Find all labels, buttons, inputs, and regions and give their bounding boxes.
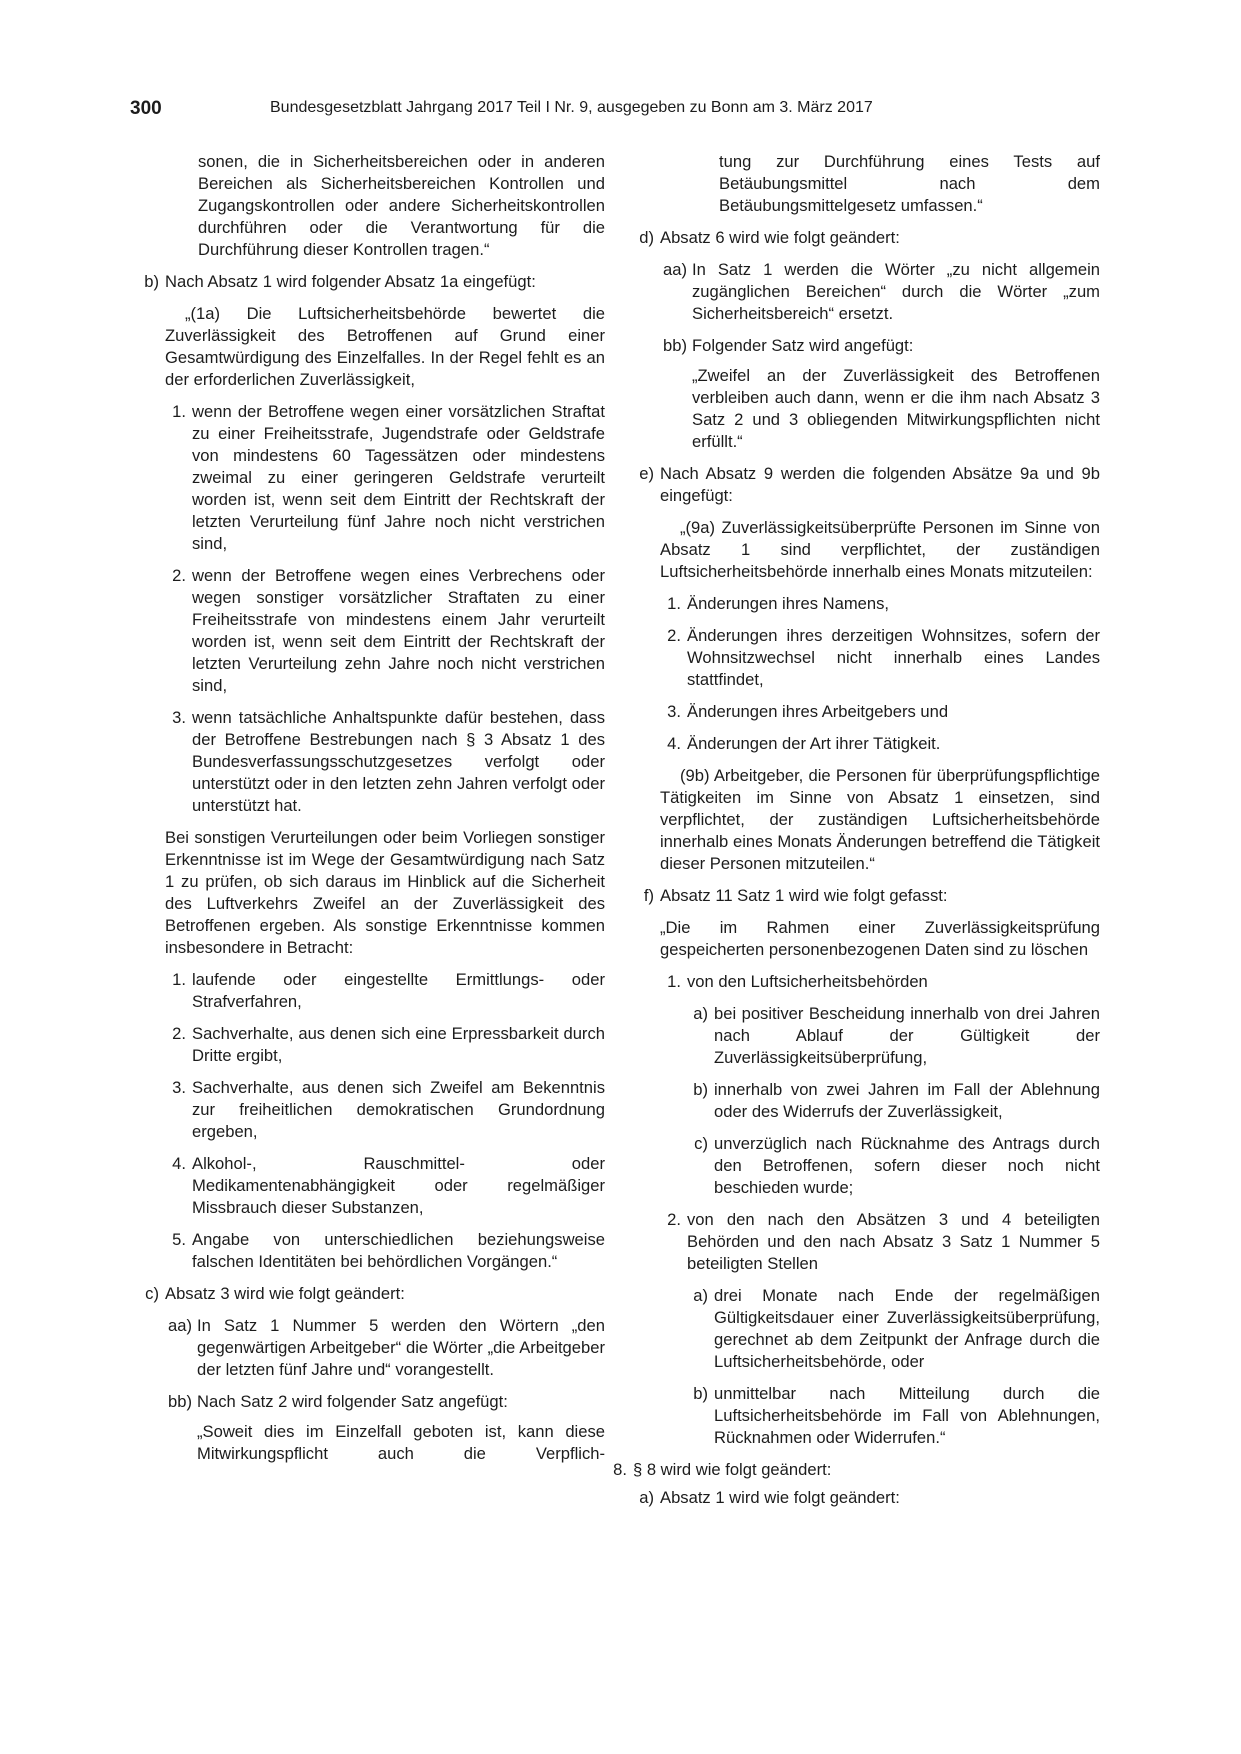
list-item-b bbox=[144, 271, 605, 293]
item-marker: b) bbox=[693, 1384, 708, 1403]
item-text: laufende oder eingestellte Ermittlungs- oder Strafverfahren, bbox=[192, 970, 605, 1011]
item-text: unmittelbar nach Mitteilung durch die Luftsicherheitsbehörde im Fall von Ablehnungen, Rücknahmen oder Widerrufen.“ bbox=[714, 1384, 1100, 1447]
quote-9a: „(9a) Zuverlässigkeitsüberprüfte Personen im Sinne von Absatz 1 sind verpflichtet, der zuständigen Luftsicherheitsbehörde innerhalb eines Monats mitzuteilen: bbox=[660, 518, 1100, 581]
running-head: Bundesgesetzblatt Jahrgang 2017 Teil I Nr. 9, ausgegeben zu Bonn am 3. März 2017 bbox=[270, 99, 873, 116]
list-item-aa bbox=[660, 259, 1100, 325]
item-marker: 1. bbox=[667, 972, 681, 991]
item-text: Absatz 11 Satz 1 wird wie folgt gefasst: bbox=[660, 886, 948, 905]
item-marker: b) bbox=[693, 1080, 708, 1099]
item-marker: 2. bbox=[667, 1210, 681, 1229]
item-text: Nach Absatz 9 werden die folgenden Absätze 9a und 9b eingefügt: bbox=[660, 464, 1100, 505]
item-text: wenn der Betroffene wegen eines Verbrechens oder wegen sonstiger vorsätzlicher Straftaten zu einer Freiheitsstrafe von mindestens einem Jahr verurteilt worden ist, wenn seit dem Eintritt der Rechtskraft der letzten Verurteilung zehn Jahre noch nicht verstrichen sind, bbox=[192, 566, 605, 695]
continuation-text: sonen, die in Sicherheitsbereichen oder in anderen Bereichen als Sicherheitsbereichen Kontrollen und Zugangskontrollen oder andere Sicherheitskontrollen durchführen oder die Verantwortung für die Durchführung dieser Kontrollen tragen.“ bbox=[198, 152, 605, 259]
item-marker: f) bbox=[643, 886, 654, 905]
item-marker: 3. bbox=[172, 1078, 186, 1097]
item-text: von den Luftsicherheitsbehörden bbox=[687, 972, 928, 991]
item-text: drei Monate nach Ende der regelmäßigen Gültigkeitsdauer einer Zuverlässigkeitsüberprüfung, gerechnet ab dem Zeitpunkt der Anfrage durch die Luftsicherheitsbehörde, oder bbox=[714, 1286, 1100, 1371]
letter-item-c bbox=[660, 1133, 1100, 1199]
item-text: Änderungen ihres Arbeitgebers und bbox=[687, 702, 949, 721]
item-marker: a) bbox=[693, 1004, 708, 1023]
item-text: unverzüglich nach Rücknahme des Antrags durch den Betroffenen, sofern dieser noch nicht beschieden wurde; bbox=[714, 1134, 1100, 1197]
numbered-item-2 bbox=[660, 1209, 1100, 1275]
numbered-item-5 bbox=[165, 1229, 605, 1273]
numbered-item-1 bbox=[165, 401, 605, 555]
item-marker: 3. bbox=[172, 708, 186, 727]
item-marker: a) bbox=[639, 1488, 654, 1507]
item-marker: d) bbox=[639, 228, 654, 247]
item-text: Absatz 3 wird wie folgt geändert: bbox=[165, 1284, 405, 1303]
page-header bbox=[130, 98, 1110, 122]
item-text: In Satz 1 Nummer 5 werden den Wörtern „den gegenwärtigen Arbeitgeber“ die Wörter „die Arbeitgeber der letzten fünf Jahre und“ vorangestellt. bbox=[197, 1316, 605, 1379]
continuation-text: tung zur Durchführung eines Tests auf Betäubungsmittel nach dem Betäubungsmittelgesetz umfassen.“ bbox=[719, 152, 1100, 215]
page-number: 300 bbox=[130, 98, 162, 119]
numbered-item-2 bbox=[165, 565, 605, 697]
list-item-bb bbox=[165, 1391, 605, 1413]
numbered-item-2 bbox=[165, 1023, 605, 1067]
item-marker: 1. bbox=[667, 594, 681, 613]
item-text: von den nach den Absätzen 3 und 4 beteiligten Behörden und den nach Absatz 3 Satz 1 Nummer 5 beteiligten Stellen bbox=[687, 1210, 1100, 1273]
numbered-item-1 bbox=[660, 593, 1100, 615]
item-marker: 1. bbox=[172, 402, 186, 421]
item-text: Angabe von unterschiedlichen beziehungsweise falschen Identitäten bei behördlichen Vorgängen.“ bbox=[192, 1230, 605, 1271]
quote-text: „Zweifel an der Zuverlässigkeit des Betroffenen verbleiben auch dann, wenn er die ihm nach Absatz 3 Satz 2 und 3 obliegenden Mitwirkungspflichten nicht erfüllt.“ bbox=[692, 366, 1100, 451]
item-marker: 2. bbox=[172, 566, 186, 585]
item-marker: aa) bbox=[663, 260, 687, 279]
letter-item-a bbox=[660, 1003, 1100, 1069]
item-text: Sachverhalte, aus denen sich Zweifel am Bekenntnis zur freiheitlichen demokratischen Grundordnung ergeben, bbox=[192, 1078, 605, 1141]
item-marker: bb) bbox=[168, 1392, 192, 1411]
letter-item-b bbox=[660, 1383, 1100, 1449]
item-marker: c) bbox=[694, 1134, 708, 1153]
item-marker: 2. bbox=[667, 626, 681, 645]
right-column bbox=[613, 151, 1100, 1519]
numbered-item-3 bbox=[165, 1077, 605, 1143]
quote-text: „Die im Rahmen einer Zuverlässigkeitsprüfung gespeicherten personenbezogenen Daten sind zu löschen bbox=[660, 918, 1100, 959]
item-text: Sachverhalte, aus denen sich eine Erpressbarkeit durch Dritte ergibt, bbox=[192, 1024, 605, 1065]
numbered-item-1 bbox=[165, 969, 605, 1013]
item-marker: 4. bbox=[667, 734, 681, 753]
item-marker: a) bbox=[693, 1286, 708, 1305]
item-text: § 8 wird wie folgt geändert: bbox=[633, 1460, 832, 1479]
numbered-item-1 bbox=[660, 971, 1100, 993]
item-text: In Satz 1 werden die Wörter „zu nicht allgemein zugänglichen Bereichen“ durch die Wörter „zum Sicherheitsbereich“ ersetzt. bbox=[692, 260, 1100, 323]
item-marker: 3. bbox=[667, 702, 681, 721]
item-marker: 5. bbox=[172, 1230, 186, 1249]
list-item-aa bbox=[165, 1315, 605, 1381]
item-marker: 2. bbox=[172, 1024, 186, 1043]
paragraph-sonstige: Bei sonstigen Verurteilungen oder beim Vorliegen sonstiger Erkenntnisse ist im Wege der Gesamtwürdigung nach Satz 1 zu prüfen, ob sich daraus im Hinblick auf die Sicherheit des Luftverkehrs Zweifel an der Zuverlässigkeit des Betroffenen ergeben. Als sonstige Erkenntnisse kommen insbesondere in Betracht: bbox=[165, 828, 605, 957]
list-item-c bbox=[145, 1283, 605, 1305]
item-marker: aa) bbox=[168, 1316, 192, 1335]
list-item-f bbox=[643, 885, 1100, 907]
paragraph-9b: (9b) Arbeitgeber, die Personen für überprüfungspflichtige Tätigkeiten im Sinne von Absatz 1 einsetzen, sind verpflichtet, der zuständigen Luftsicherheitsbehörde innerhalb eines Monats Änderungen betreffend die Tätigkeit dieser Personen mitzuteilen.“ bbox=[660, 766, 1100, 873]
letter-item-a bbox=[660, 1285, 1100, 1373]
numbered-item-4 bbox=[165, 1153, 605, 1219]
item-text: Folgender Satz wird angefügt: bbox=[692, 336, 914, 355]
item-marker: e) bbox=[639, 464, 654, 483]
list-item-bb bbox=[660, 335, 1100, 357]
item-text: bei positiver Bescheidung innerhalb von drei Jahren nach Ablauf der Gültigkeit der Zuverlässigkeitsüberprüfung, bbox=[714, 1004, 1100, 1067]
item-marker: bb) bbox=[663, 336, 687, 355]
item-text: Nach Absatz 1 wird folgender Absatz 1a eingefügt: bbox=[165, 272, 536, 291]
item-text: wenn der Betroffene wegen einer vorsätzlichen Straftat zu einer Freiheitsstrafe, Jugendstrafe oder Geldstrafe von mindestens 60 Tagessätzen oder mindestens zweimal zu einer geringeren Geldstrafe verurteilt worden ist, wenn seit dem Eintritt der Rechtskraft der letzten Verurteilung fünf Jahre noch nicht verstrichen sind, bbox=[192, 402, 605, 553]
list-item-e bbox=[639, 463, 1100, 507]
item-marker: 1. bbox=[172, 970, 186, 989]
item-text: Änderungen der Art ihrer Tätigkeit. bbox=[687, 734, 941, 753]
item-marker: 8. bbox=[613, 1460, 627, 1479]
numbered-item-2 bbox=[660, 625, 1100, 691]
item-marker: 4. bbox=[172, 1154, 186, 1173]
item-text: Absatz 6 wird wie folgt geändert: bbox=[660, 228, 900, 247]
item-text: wenn tatsächliche Anhaltspunkte dafür bestehen, dass der Betroffene Bestrebungen nach § 3 Absatz 1 des Bundesverfassungsschutzgesetzes verfolgt oder unterstützt oder in den letzten zehn Jahren verfolgt oder unterstützt hat. bbox=[192, 708, 605, 815]
item-text: innerhalb von zwei Jahren im Fall der Ablehnung oder des Widerrufs der Zuverlässigkeit, bbox=[714, 1080, 1100, 1121]
letter-item-b bbox=[660, 1079, 1100, 1123]
list-item-d bbox=[639, 227, 1100, 249]
item-text: Änderungen ihres Namens, bbox=[687, 594, 890, 613]
item-text: Alkohol-, Rauschmittel- oder Medikamentenabhängigkeit oder regelmäßiger Missbrauch dieser Substanzen, bbox=[192, 1154, 605, 1217]
item-marker: b) bbox=[144, 272, 159, 291]
numbered-item-3 bbox=[660, 701, 1100, 723]
quote-1a: „(1a) Die Luftsicherheitsbehörde bewertet die Zuverlässigkeit des Betroffenen auf Grund einer Gesamtwürdigung des Einzelfalles. In der Regel fehlt es an der erforderlichen Zuverlässigkeit, bbox=[165, 304, 605, 389]
numbered-item-3 bbox=[165, 707, 605, 817]
item-text: Nach Satz 2 wird folgender Satz angefügt: bbox=[197, 1392, 508, 1411]
left-column bbox=[144, 151, 605, 1475]
numbered-item-4 bbox=[660, 733, 1100, 755]
quote-text: „Soweit dies im Einzelfall geboten ist, kann diese Mitwirkungspflicht auch die Verpflich- bbox=[197, 1422, 605, 1463]
section-8-item bbox=[606, 1459, 1100, 1481]
list-item-a bbox=[639, 1487, 1100, 1509]
item-marker: c) bbox=[145, 1284, 159, 1303]
item-text: Absatz 1 wird wie folgt geändert: bbox=[660, 1488, 900, 1507]
item-text: Änderungen ihres derzeitigen Wohnsitzes, sofern der Wohnsitzwechsel nicht innerhalb eines Landes stattfindet, bbox=[687, 626, 1100, 689]
